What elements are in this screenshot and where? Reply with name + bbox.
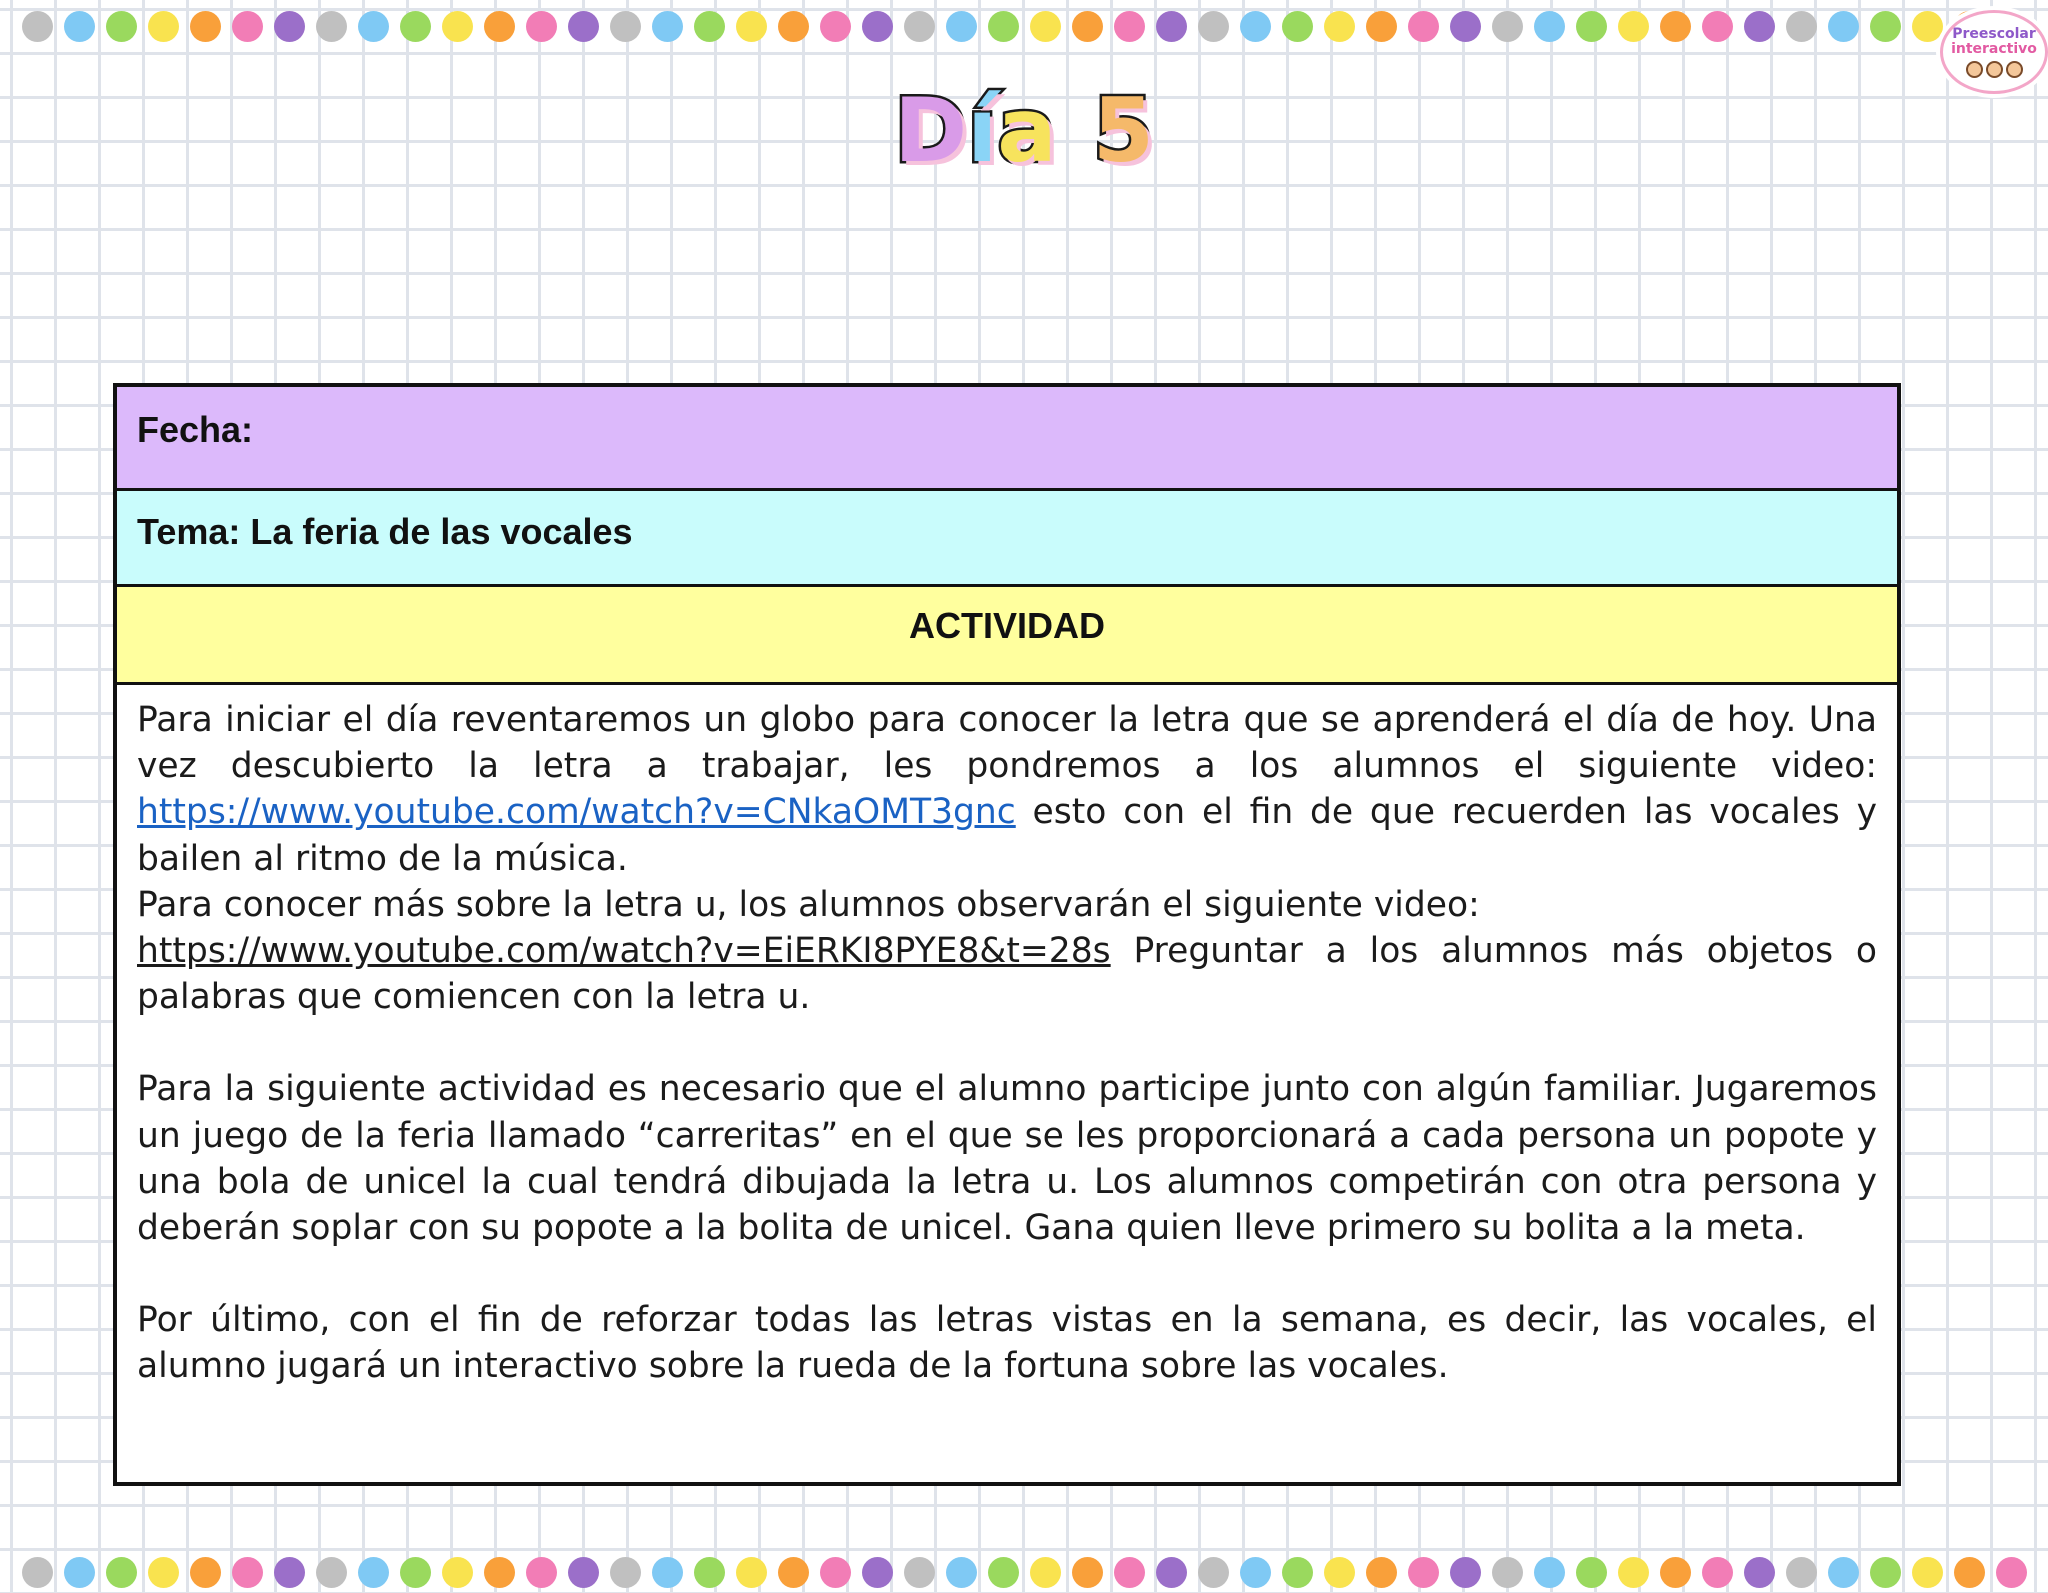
decorative-dot [442,11,473,42]
decorative-dot [568,11,599,42]
decorative-dot [1786,11,1817,42]
decorative-dot [904,1557,935,1588]
decorative-dot [568,1557,599,1588]
title-letter: í [967,79,998,182]
decorative-dot [1912,1557,1943,1588]
decorative-dot [358,1557,389,1588]
decorative-dot [1324,11,1355,42]
decorative-dot [1786,1557,1817,1588]
decorative-dot [1408,1557,1439,1588]
decorative-dot [1156,1557,1187,1588]
decorative-dot [1702,11,1733,42]
decorative-dot [1618,1557,1649,1588]
decorative-dot [400,1557,431,1588]
decorative-dot [1954,1557,1985,1588]
decorative-dot [106,11,137,42]
title-letter: D [894,79,968,182]
decorative-dot [1408,11,1439,42]
decorative-dot [1576,1557,1607,1588]
decorative-dot [1702,1557,1733,1588]
decorative-dot [484,1557,515,1588]
decorative-dot [148,1557,179,1588]
decorative-dot [1072,1557,1103,1588]
decorative-dot [988,1557,1019,1588]
decorative-dot [946,1557,977,1588]
decorative-dot [1534,11,1565,42]
decorative-dot [1660,1557,1691,1588]
decorative-dot [652,1557,683,1588]
decorative-dot [1450,1557,1481,1588]
paragraph-2 [137,928,1877,1020]
decorative-dot [1492,1557,1523,1588]
decorative-dot [1324,1557,1355,1588]
decorative-dot [1366,1557,1397,1588]
decorative-dot [1828,1557,1859,1588]
decorative-dot [148,11,179,42]
decorative-dot [736,1557,767,1588]
decorative-dot [1492,11,1523,42]
paragraph-1-text-after: esto con el fin de que recuerden las vocales y bailen al ritmo de la música. [137,792,1877,879]
decorative-dot [1114,1557,1145,1588]
video-link-2[interactable]: https://www.youtube.com/watch?v=EiERKI8PYE8&t=28s [137,931,1111,972]
decorative-dot [1240,11,1271,42]
decorative-dot [1156,11,1187,42]
decorative-dot [526,1557,557,1588]
decorative-dot [1114,11,1145,42]
decorative-dot [694,1557,725,1588]
decorative-dot [358,11,389,42]
decorative-dot [736,11,767,42]
decorative-dot [1996,1557,2027,1588]
decorative-dot [694,11,725,42]
decorative-dot [1744,11,1775,42]
decorative-dot [1450,11,1481,42]
decorative-dot [904,11,935,42]
decorative-dot [274,11,305,42]
title-number: 5 [1092,79,1154,182]
decorative-dot [1534,1557,1565,1588]
decorative-dot [400,11,431,42]
decorative-dot [484,11,515,42]
decorative-dot [652,11,683,42]
decorative-dot [1828,11,1859,42]
decorative-dot [274,1557,305,1588]
paragraph-2-intro: Para conocer más sobre la letra u, los alumnos observarán el siguiente video: [137,884,1480,925]
decorative-dot [1744,1557,1775,1588]
decorative-dot [64,1557,95,1588]
decorative-dot [778,1557,809,1588]
fecha-label: Fecha: [137,409,254,450]
decorative-dot [1198,11,1229,42]
decorative-dot [1912,11,1943,42]
decorative-dot [1030,1557,1061,1588]
logo-kids-illustration [1966,61,2023,78]
decorative-dot [1072,11,1103,42]
tema-label: Tema: La feria de las vocales [137,511,633,552]
decorative-dot [1198,1557,1229,1588]
decorative-dot [778,11,809,42]
decorative-dot [820,1557,851,1588]
paragraph-3: Para la siguiente actividad es necesario que el alumno participe junto con algún familiar. Jugaremos un juego de la feria llamado “carreritas” en el que se les proporcionará a cada persona un popote y una bola de unicel la cual tendrá dibujada la letra u. Los alumnos competirán con otra persona y deberán soplar con su popote a la bolita de unicel. Gana quien lleve primero su bolita a la meta. [137,1069,1877,1249]
fecha-row [117,387,1897,491]
title-letter: a [997,79,1057,182]
decorative-dot [526,11,557,42]
decorative-dot [1870,1557,1901,1588]
paragraph-4: Por último, con el fin de reforzar todas las letras vistas en la semana, es decir, las vocales, el alumno jugará un interactivo sobre la rueda de la fortuna sobre las vocales. [137,1300,1877,1387]
actividad-header-row [117,587,1897,685]
decorative-dot [22,11,53,42]
lesson-plan-table [113,383,1901,1486]
decorative-dot [862,11,893,42]
decorative-dot [610,11,641,42]
decorative-dot [988,11,1019,42]
decorative-dot [1240,1557,1271,1588]
actividad-label: ACTIVIDAD [909,605,1105,646]
decorative-dot [22,1557,53,1588]
tema-row [117,491,1897,587]
preescolar-interactivo-logo [1940,10,2048,94]
decorative-dot [1030,11,1061,42]
title-word [894,79,1057,182]
decorative-dot [820,11,851,42]
decorative-dot [862,1557,893,1588]
top-dot-border [0,8,2048,44]
decorative-dot [190,11,221,42]
decorative-dot [316,1557,347,1588]
video-link-1[interactable]: https://www.youtube.com/watch?v=CNkaOMT3gnc [137,792,1016,833]
decorative-dot [946,11,977,42]
decorative-dot [316,11,347,42]
logo-line1: Preescolar [1952,25,2036,42]
decorative-dot [232,11,263,42]
page-title [0,79,2048,182]
decorative-dot [442,1557,473,1588]
decorative-dot [232,1557,263,1588]
activity-description [117,685,1897,1390]
decorative-dot [1870,11,1901,42]
bottom-dot-border [0,1554,2048,1590]
paragraph-1 [137,697,1877,882]
paragraph-2-text: Preguntar a los alumnos más objetos o palabras que comiencen con la letra u. [137,931,1877,1018]
decorative-dot [106,1557,137,1588]
decorative-dot [1366,11,1397,42]
decorative-dot [1576,11,1607,42]
decorative-dot [1660,11,1691,42]
paragraph-1-text: Para iniciar el día reventaremos un globo para conocer la letra que se aprenderá el día de hoy. Una vez descubierto la letra a trabajar, les pondremos a los alumnos el siguiente video: [137,700,1877,787]
decorative-dot [64,11,95,42]
decorative-dot [1282,1557,1313,1588]
decorative-dot [1618,11,1649,42]
decorative-dot [610,1557,641,1588]
decorative-dot [1282,11,1313,42]
decorative-dot [190,1557,221,1588]
logo-line2: interactivo [1951,40,2037,57]
